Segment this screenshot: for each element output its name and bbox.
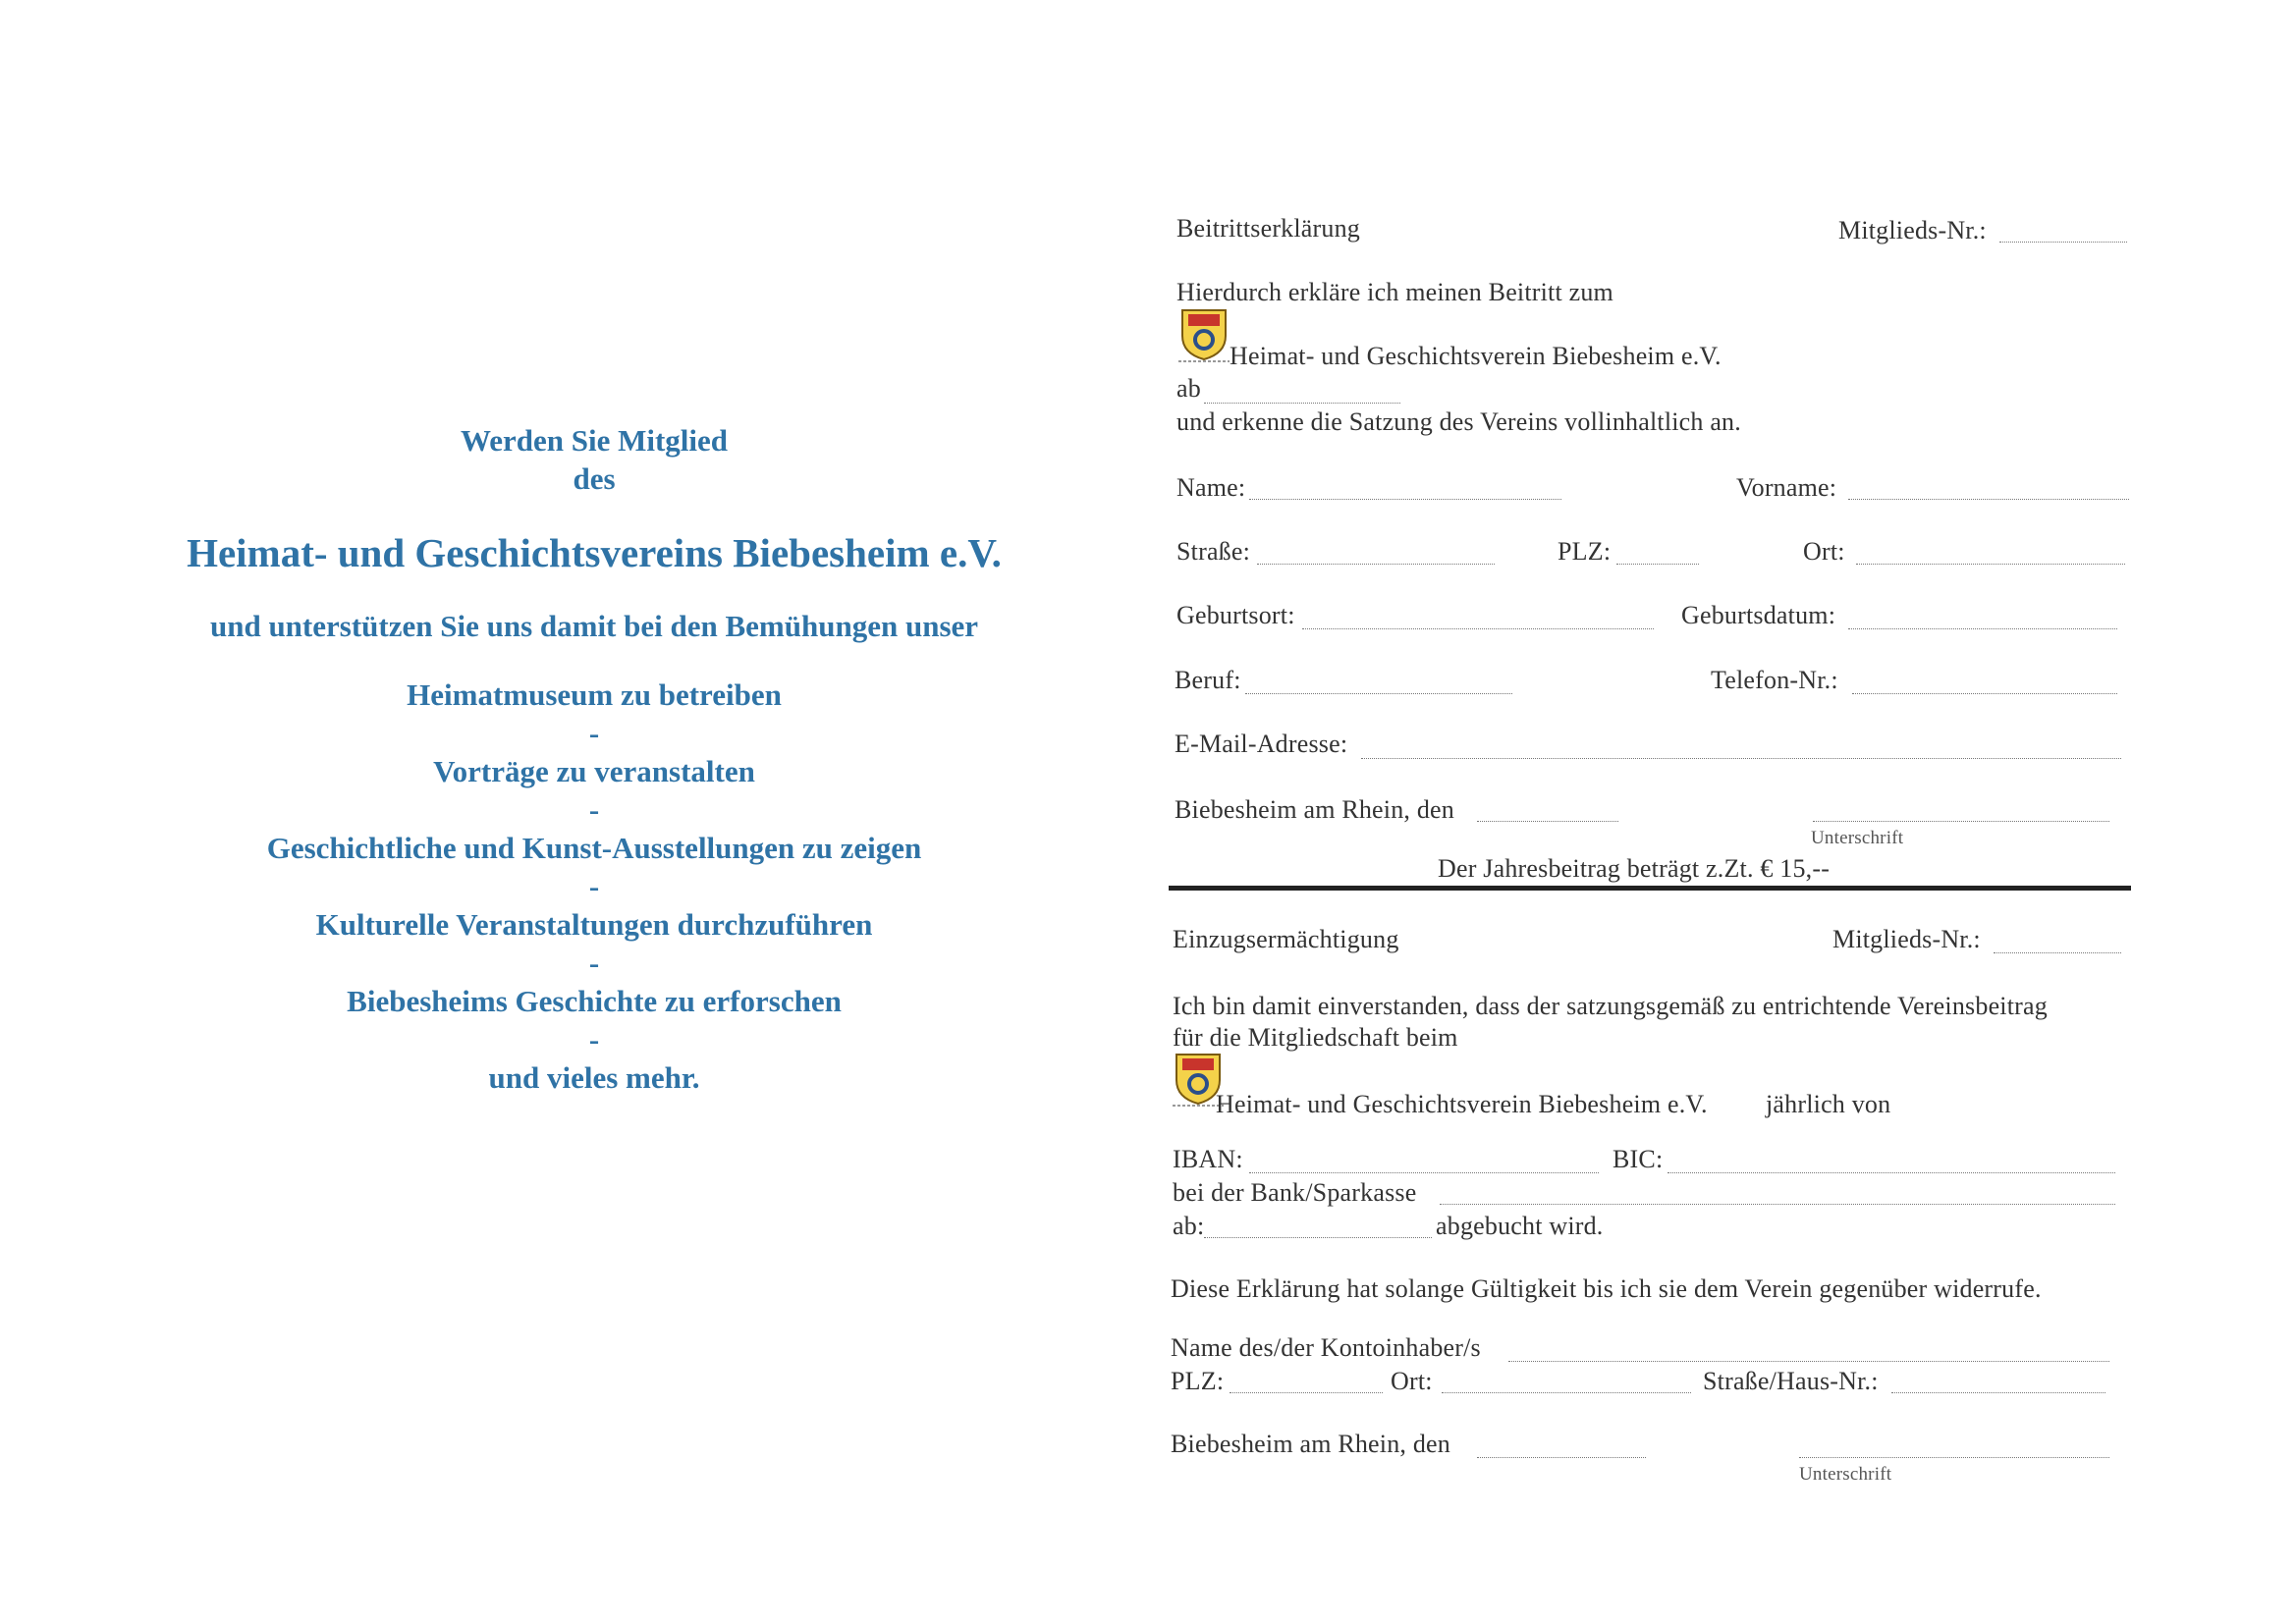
birthplace-label: Geburtsort: xyxy=(1176,601,1295,629)
birthdate-field[interactable] xyxy=(1848,628,2117,629)
debit-zip-label: PLZ: xyxy=(1171,1367,1225,1395)
email-label: E-Mail-Adresse: xyxy=(1175,730,1348,758)
debit-place-date-label: Biebesheim am Rhein, den xyxy=(1171,1430,1450,1458)
promo-item: Heimatmuseum zu betreiben xyxy=(407,677,782,712)
zip-label: PLZ: xyxy=(1558,537,1612,566)
membership-club-name: Heimat- und Geschichtsverein Biebesheim e.V. xyxy=(1230,342,1722,370)
yearly-from-text: jährlich von xyxy=(1766,1090,1891,1118)
promo-intro: und unterstützen Sie uns damit bei den Bemühungen unser xyxy=(209,608,979,643)
debit-member-no-label: Mitglieds-Nr.: xyxy=(1832,925,1981,953)
debit-city-field[interactable] xyxy=(1442,1392,1691,1393)
membership-member-no-field[interactable] xyxy=(1999,242,2127,243)
promo-panel xyxy=(59,422,1129,1097)
firstname-label: Vorname: xyxy=(1736,473,1837,502)
debit-street-field[interactable] xyxy=(1891,1392,2105,1393)
membership-place-date-label: Biebesheim am Rhein, den xyxy=(1175,795,1454,824)
street-label: Straße: xyxy=(1176,537,1251,566)
holder-field[interactable] xyxy=(1508,1361,2109,1362)
promo-separator: - xyxy=(588,791,600,827)
fee-note: Der Jahresbeitrag beträgt z.Zt. € 15,-- xyxy=(1438,854,1831,883)
job-label: Beruf: xyxy=(1175,666,1241,694)
debit-signature-label: Unterschrift xyxy=(1799,1464,1892,1485)
firstname-field[interactable] xyxy=(1848,499,2129,500)
promo-separator: - xyxy=(588,1021,600,1056)
membership-signature-label: Unterschrift xyxy=(1811,828,1904,848)
promo-item: und vieles mehr. xyxy=(488,1059,700,1095)
street-field[interactable] xyxy=(1257,564,1495,565)
iban-field[interactable] xyxy=(1249,1172,1599,1173)
phone-field[interactable] xyxy=(1852,693,2117,694)
zip-field[interactable] xyxy=(1616,564,1699,565)
membership-signature-field[interactable] xyxy=(1813,821,2109,822)
debit-from-label: ab: xyxy=(1173,1212,1205,1240)
promo-item: Vorträge zu veranstalten xyxy=(433,753,755,788)
name-label: Name: xyxy=(1176,473,1246,502)
bank-field[interactable] xyxy=(1440,1204,2115,1205)
debit-signature-field[interactable] xyxy=(1799,1457,2109,1458)
coat-of-arms-icon xyxy=(1176,306,1231,363)
debit-city-label: Ort: xyxy=(1391,1367,1433,1395)
debit-street-label: Straße/Haus-Nr.: xyxy=(1703,1367,1879,1395)
iban-label: IBAN: xyxy=(1173,1145,1243,1173)
name-field[interactable] xyxy=(1249,499,1561,500)
debit-heading: Einzugsermächtigung xyxy=(1173,925,1399,953)
phone-label: Telefon-Nr.: xyxy=(1711,666,1838,694)
promo-item: Kulturelle Veranstaltungen durchzuführen xyxy=(315,906,873,942)
promo-line1: Werden Sie Mitglied xyxy=(460,423,729,458)
job-field[interactable] xyxy=(1245,693,1512,694)
debited-text: abgebucht wird. xyxy=(1436,1212,1604,1240)
email-field[interactable] xyxy=(1361,758,2121,759)
promo-item: Geschichtliche und Kunst-Ausstellungen zu zeigen xyxy=(266,830,922,865)
membership-from-label: ab xyxy=(1176,374,1201,403)
consent-line2: für die Mitgliedschaft beim xyxy=(1173,1023,1458,1052)
section-divider xyxy=(1169,886,2131,891)
membership-member-no-label: Mitglieds-Nr.: xyxy=(1838,216,1987,244)
declaration-text: Hierdurch erkläre ich meinen Beitritt zum xyxy=(1176,278,1613,306)
debit-date-field[interactable] xyxy=(1477,1457,1646,1458)
promo-line2: des xyxy=(573,460,616,496)
membership-heading: Beitrittserklärung xyxy=(1176,214,1360,243)
bank-label: bei der Bank/Sparkasse xyxy=(1173,1178,1417,1207)
bic-label: BIC: xyxy=(1613,1145,1664,1173)
membership-from-field[interactable] xyxy=(1204,403,1400,404)
city-field[interactable] xyxy=(1856,564,2125,565)
promo-title: Heimat- und Geschichtsvereins Biebesheim e.V. xyxy=(187,529,1002,575)
promo-separator: - xyxy=(588,715,600,750)
debit-club-name: Heimat- und Geschichtsverein Biebesheim e.V. xyxy=(1216,1090,1708,1118)
debit-from-field[interactable] xyxy=(1204,1237,1432,1238)
debit-zip-field[interactable] xyxy=(1230,1392,1383,1393)
birthplace-field[interactable] xyxy=(1302,628,1654,629)
city-label: Ort: xyxy=(1803,537,1845,566)
membership-date-field[interactable] xyxy=(1477,821,1618,822)
birthdate-label: Geburtsdatum: xyxy=(1681,601,1836,629)
statute-text: und erkenne die Satzung des Vereins vollinhaltlich an. xyxy=(1176,407,1741,436)
promo-list xyxy=(59,676,1129,1097)
consent-line1: Ich bin damit einverstanden, dass der satzungsgemäß zu entrichtende Vereinsbeitrag xyxy=(1173,992,2048,1020)
validity-text: Diese Erklärung hat solange Gültigkeit bis ich sie dem Verein gegenüber widerrufe. xyxy=(1171,1274,2042,1303)
promo-separator: - xyxy=(588,945,600,980)
bic-field[interactable] xyxy=(1667,1172,2115,1173)
promo-separator: - xyxy=(588,868,600,903)
promo-item: Biebesheims Geschichte zu erforschen xyxy=(347,983,842,1018)
holder-label: Name des/der Kontoinhaber/s xyxy=(1171,1333,1481,1362)
debit-member-no-field[interactable] xyxy=(1994,952,2121,953)
